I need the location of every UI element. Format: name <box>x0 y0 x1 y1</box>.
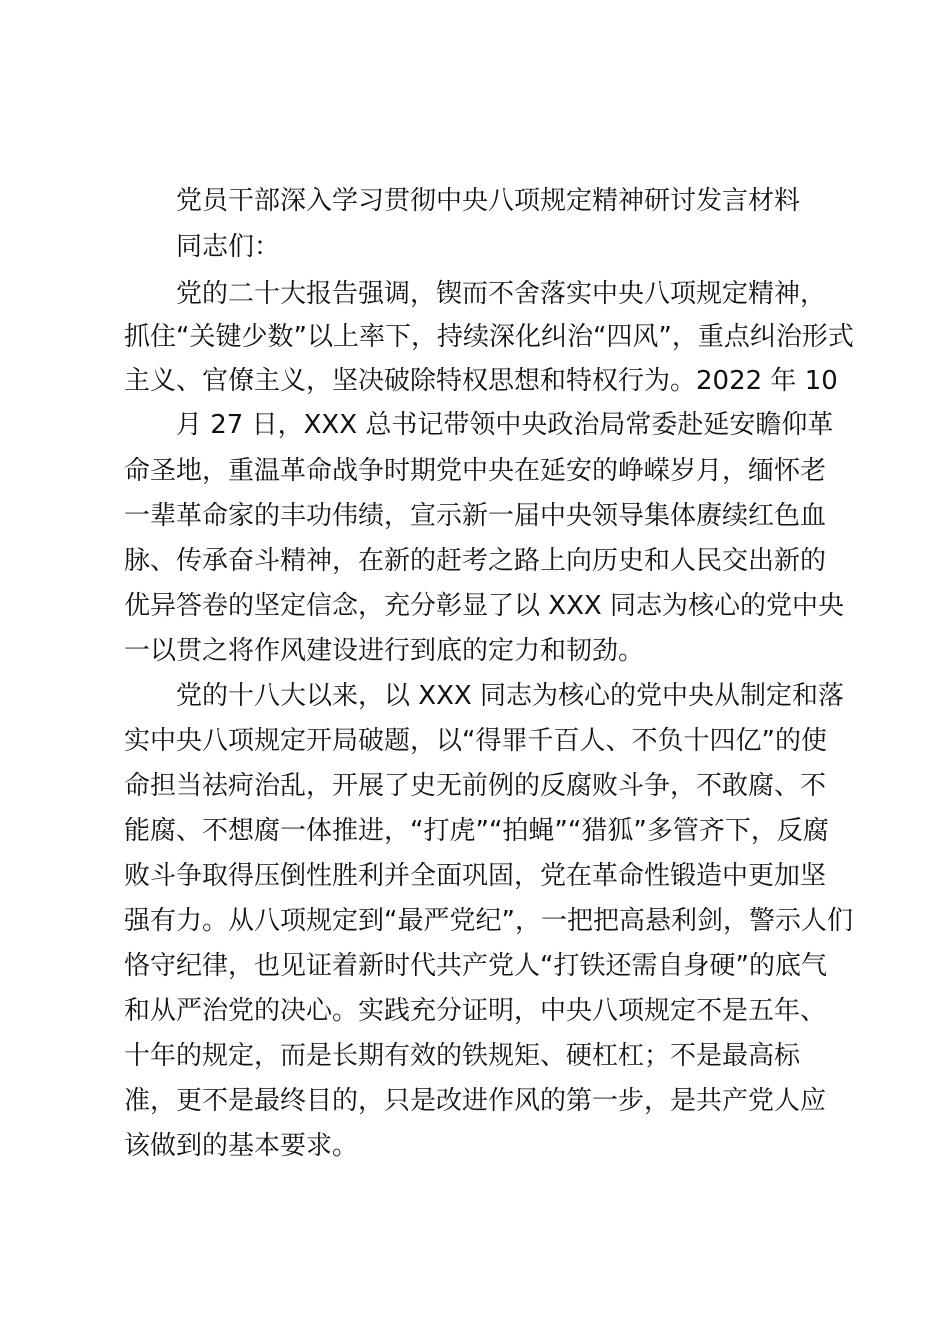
paragraph-1-line-6: 一辈革命家的丰功伟绩，宣示新一届中央领导集体赓续红色血 <box>124 501 827 531</box>
paragraph-1-line-2: 抓住“关键少数”以上率下，持续深化纠治“四风”，重点纠治形式 <box>124 322 854 352</box>
paragraph-2-line-10: 准，更不是最终目的，只是改进作风的第一步，是共产党人应 <box>124 1086 827 1116</box>
paragraph-2-line-1: 党的十八大以来，以 XXX 同志为核心的党中央从制定和落 <box>176 681 844 711</box>
paragraph-1-line-7: 脉、传承奋斗精神，在新的赶考之路上向历史和人民交出新的 <box>124 546 827 576</box>
paragraph-2-line-2: 实中央八项规定开局破题，以“得罪千百人、不负十四亿”的使 <box>124 726 827 756</box>
paragraph-2-line-5: 败斗争取得压倒性胜利并全面巩固，党在革命性锻造中更加坚 <box>124 861 827 891</box>
paragraph-1-line-5: 命圣地，重温革命战争时期党中央在延安的峥嵘岁月，缅怀老 <box>124 456 827 486</box>
paragraph-2-line-4: 能腐、不想腐一体推进，“打虎”“拍蝇”“猎狐”多管齐下，反腐 <box>124 816 829 846</box>
paragraph-1-line-4: 月 27 日，XXX 总书记带领中央政治局常委赴延安瞻仰革 <box>176 410 834 440</box>
paragraph-1-line-9: 一以贯之将作风建设进行到底的定力和韧劲。 <box>124 636 645 666</box>
paragraph-2-line-9: 十年的规定，而是长期有效的铁规矩、硬杠杠；不是最高标 <box>124 1041 801 1071</box>
paragraph-1-line-1: 党的二十大报告强调，锲而不舍落实中央八项规定精神， <box>176 279 827 309</box>
paragraph-2-line-3: 命担当祛疴治乱，开展了史无前例的反腐败斗争，不敢腐、不 <box>124 771 827 801</box>
paragraph-2-line-6: 强有力。从八项规定到“最严党纪”，一把把高悬利剑，警示人们 <box>124 906 853 936</box>
paragraph-2-line-7: 恪守纪律，也见证着新时代共产党人“打铁还需自身硬”的底气 <box>124 951 827 981</box>
document-title: 党员干部深入学习贯彻中央八项规定精神研讨发言材料 <box>176 186 801 216</box>
paragraph-2-line-11: 该做到的基本要求。 <box>124 1131 359 1161</box>
paragraph-2-line-8: 和从严治党的决心。实践充分证明，中央八项规定不是五年、 <box>124 996 827 1026</box>
salutation: 同志们： <box>176 232 281 262</box>
paragraph-1-line-8: 优异答卷的坚定信念，充分彰显了以 XXX 同志为核心的党中央 <box>124 591 844 621</box>
paragraph-1-line-3: 主义、官僚主义，坚决破除特权思想和特权行为。2022 年 10 <box>124 366 838 396</box>
